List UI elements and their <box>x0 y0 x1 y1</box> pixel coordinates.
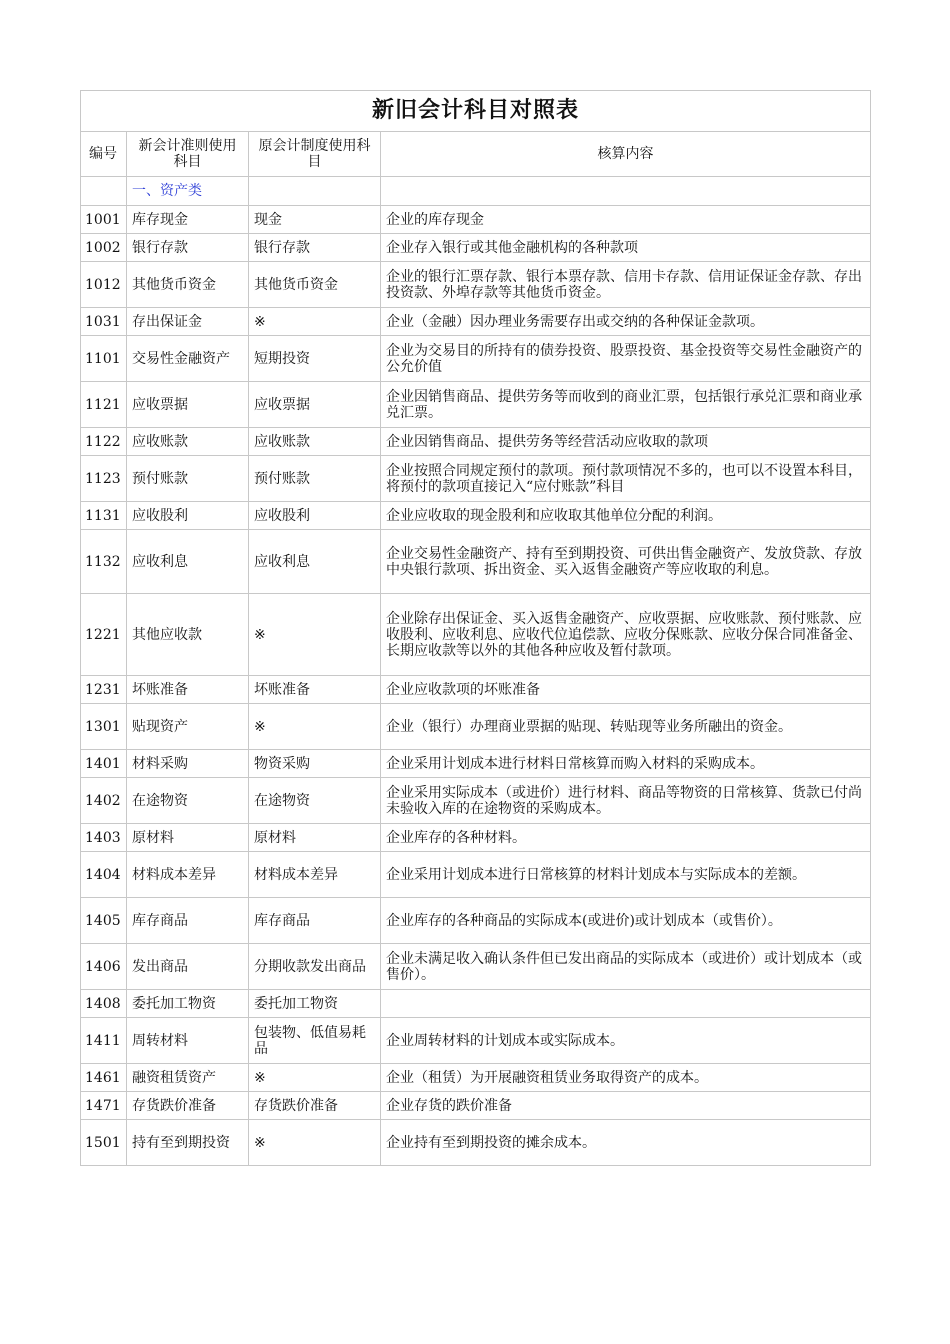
table-row <box>81 750 871 778</box>
table-row <box>81 852 871 898</box>
table-row <box>81 944 871 990</box>
new-subject-cell: 应收股利 <box>127 502 249 530</box>
title-row <box>81 91 871 132</box>
content-cell: 企业交易性金融资产、持有至到期投资、可供出售金融资产、发放贷款、存放中央银行款项、拆出资金、买入返售金融资产等应收取的利息。 <box>381 530 871 594</box>
subjects-table <box>80 90 871 1166</box>
code-cell: 1121 <box>81 382 127 428</box>
table-row <box>81 1120 871 1166</box>
old-subject-cell: 现金 <box>249 206 381 234</box>
content-cell: 企业未满足收入确认条件但已发出商品的实际成本（或进价）或计划成本（或售价）。 <box>381 944 871 990</box>
new-subject-cell: 应收账款 <box>127 428 249 456</box>
accounting-subjects-sheet <box>80 90 870 1166</box>
code-cell: 1404 <box>81 852 127 898</box>
code-cell: 1012 <box>81 262 127 308</box>
table-row <box>81 308 871 336</box>
new-subject-cell: 应收票据 <box>127 382 249 428</box>
old-subject-cell: ※ <box>249 308 381 336</box>
old-subject-cell: 分期收款发出商品 <box>249 944 381 990</box>
code-cell: 1403 <box>81 824 127 852</box>
table-row <box>81 382 871 428</box>
new-subject-cell: 持有至到期投资 <box>127 1120 249 1166</box>
content-cell: 企业采用实际成本（或进价）进行材料、商品等物资的日常核算、货款已付尚未验收入库的在途物资的采购成本。 <box>381 778 871 824</box>
category-old-cell <box>249 177 381 206</box>
table-row <box>81 456 871 502</box>
new-subject-cell: 周转材料 <box>127 1018 249 1064</box>
code-cell: 1501 <box>81 1120 127 1166</box>
new-subject-cell: 库存商品 <box>127 898 249 944</box>
old-subject-cell: 其他货币资金 <box>249 262 381 308</box>
content-cell: 企业持有至到期投资的摊余成本。 <box>381 1120 871 1166</box>
new-subject-cell: 坏账准备 <box>127 676 249 704</box>
table-row <box>81 1018 871 1064</box>
code-cell: 1402 <box>81 778 127 824</box>
code-cell: 1461 <box>81 1064 127 1092</box>
old-subject-cell: 应收票据 <box>249 382 381 428</box>
table-row <box>81 502 871 530</box>
new-subject-cell: 交易性金融资产 <box>127 336 249 382</box>
new-subject-cell: 应收利息 <box>127 530 249 594</box>
table-row <box>81 428 871 456</box>
old-subject-cell: 在途物资 <box>249 778 381 824</box>
content-cell: 企业的库存现金 <box>381 206 871 234</box>
content-cell: 企业库存的各种材料。 <box>381 824 871 852</box>
table-row <box>81 778 871 824</box>
old-subject-cell: 短期投资 <box>249 336 381 382</box>
table-row <box>81 990 871 1018</box>
content-cell: 企业存货的跌价准备 <box>381 1092 871 1120</box>
code-cell: 1406 <box>81 944 127 990</box>
table-row <box>81 530 871 594</box>
table-title: 新旧会计科目对照表 <box>81 91 871 132</box>
table-row <box>81 262 871 308</box>
content-cell: 企业（银行）办理商业票据的贴现、转贴现等业务所融出的资金。 <box>381 704 871 750</box>
content-cell: 企业采用计划成本进行日常核算的材料计划成本与实际成本的差额。 <box>381 852 871 898</box>
table-row <box>81 824 871 852</box>
content-cell: 企业周转材料的计划成本或实际成本。 <box>381 1018 871 1064</box>
content-cell: 企业的银行汇票存款、银行本票存款、信用卡存款、信用证保证金存款、存出投资款、外埠存款等其他货币资金。 <box>381 262 871 308</box>
content-cell: 企业因销售商品、提供劳务等经营活动应收取的款项 <box>381 428 871 456</box>
header-new-subject: 新会计准则使用科目 <box>127 132 249 177</box>
header-code: 编号 <box>81 132 127 177</box>
table-row <box>81 1064 871 1092</box>
new-subject-cell: 贴现资产 <box>127 704 249 750</box>
old-subject-cell: ※ <box>249 1120 381 1166</box>
header-row <box>81 132 871 177</box>
new-subject-cell: 发出商品 <box>127 944 249 990</box>
code-cell: 1031 <box>81 308 127 336</box>
table-row <box>81 898 871 944</box>
content-cell: 企业存入银行或其他金融机构的各种款项 <box>381 234 871 262</box>
code-cell: 1101 <box>81 336 127 382</box>
new-subject-cell: 其他应收款 <box>127 594 249 676</box>
old-subject-cell: 银行存款 <box>249 234 381 262</box>
old-subject-cell: 应收股利 <box>249 502 381 530</box>
code-cell: 1411 <box>81 1018 127 1064</box>
old-subject-cell: 委托加工物资 <box>249 990 381 1018</box>
table-row <box>81 234 871 262</box>
code-cell: 1001 <box>81 206 127 234</box>
content-cell: 企业除存出保证金、买入返售金融资产、应收票据、应收账款、预付账款、应收股利、应收利息、应收代位追偿款、应收分保账款、应收分保合同准备金、长期应收款等以外的其他各种应收及暂付款项。 <box>381 594 871 676</box>
content-cell: 企业（金融）因办理业务需要存出或交纳的各种保证金款项。 <box>381 308 871 336</box>
old-subject-cell: ※ <box>249 594 381 676</box>
content-cell: 企业因销售商品、提供劳务等而收到的商业汇票，包括银行承兑汇票和商业承兑汇票。 <box>381 382 871 428</box>
content-cell: 企业库存的各种商品的实际成本(或进价)或计划成本（或售价）。 <box>381 898 871 944</box>
code-cell: 1221 <box>81 594 127 676</box>
old-subject-cell: ※ <box>249 1064 381 1092</box>
old-subject-cell: 物资采购 <box>249 750 381 778</box>
code-cell: 1131 <box>81 502 127 530</box>
new-subject-cell: 材料成本差异 <box>127 852 249 898</box>
code-cell: 1408 <box>81 990 127 1018</box>
old-subject-cell: 材料成本差异 <box>249 852 381 898</box>
table-row <box>81 594 871 676</box>
old-subject-cell: 包装物、低值易耗品 <box>249 1018 381 1064</box>
content-cell: 企业（租赁）为开展融资租赁业务取得资产的成本。 <box>381 1064 871 1092</box>
new-subject-cell: 存货跌价准备 <box>127 1092 249 1120</box>
category-row <box>81 177 871 206</box>
code-cell: 1301 <box>81 704 127 750</box>
category-content-cell <box>381 177 871 206</box>
table-row <box>81 206 871 234</box>
header-old-subject: 原会计制度使用科目 <box>249 132 381 177</box>
code-cell: 1122 <box>81 428 127 456</box>
content-cell: 企业采用计划成本进行材料日常核算而购入材料的采购成本。 <box>381 750 871 778</box>
new-subject-cell: 银行存款 <box>127 234 249 262</box>
old-subject-cell: ※ <box>249 704 381 750</box>
code-cell: 1401 <box>81 750 127 778</box>
old-subject-cell: 原材料 <box>249 824 381 852</box>
content-cell: 企业应收款项的坏账准备 <box>381 676 871 704</box>
code-cell: 1231 <box>81 676 127 704</box>
old-subject-cell: 存货跌价准备 <box>249 1092 381 1120</box>
old-subject-cell: 应收账款 <box>249 428 381 456</box>
content-cell: 企业按照合同规定预付的款项。预付款项情况不多的，也可以不设置本科目，将预付的款项直接记入“应付账款”科目 <box>381 456 871 502</box>
new-subject-cell: 预付账款 <box>127 456 249 502</box>
old-subject-cell: 应收利息 <box>249 530 381 594</box>
code-cell: 1132 <box>81 530 127 594</box>
old-subject-cell: 库存商品 <box>249 898 381 944</box>
new-subject-cell: 在途物资 <box>127 778 249 824</box>
table-row <box>81 704 871 750</box>
code-cell: 1405 <box>81 898 127 944</box>
content-cell: 企业为交易目的所持有的债券投资、股票投资、基金投资等交易性金融资产的公允价值 <box>381 336 871 382</box>
table-row <box>81 676 871 704</box>
new-subject-cell: 材料采购 <box>127 750 249 778</box>
new-subject-cell: 委托加工物资 <box>127 990 249 1018</box>
new-subject-cell: 库存现金 <box>127 206 249 234</box>
header-content: 核算内容 <box>381 132 871 177</box>
category-code-cell <box>81 177 127 206</box>
code-cell: 1123 <box>81 456 127 502</box>
table-row <box>81 336 871 382</box>
old-subject-cell: 坏账准备 <box>249 676 381 704</box>
new-subject-cell: 其他货币资金 <box>127 262 249 308</box>
new-subject-cell: 存出保证金 <box>127 308 249 336</box>
category-label: 一、资产类 <box>127 177 249 206</box>
table-row <box>81 1092 871 1120</box>
old-subject-cell: 预付账款 <box>249 456 381 502</box>
content-cell <box>381 990 871 1018</box>
content-cell: 企业应收取的现金股利和应收取其他单位分配的利润。 <box>381 502 871 530</box>
new-subject-cell: 融资租赁资产 <box>127 1064 249 1092</box>
code-cell: 1002 <box>81 234 127 262</box>
new-subject-cell: 原材料 <box>127 824 249 852</box>
code-cell: 1471 <box>81 1092 127 1120</box>
